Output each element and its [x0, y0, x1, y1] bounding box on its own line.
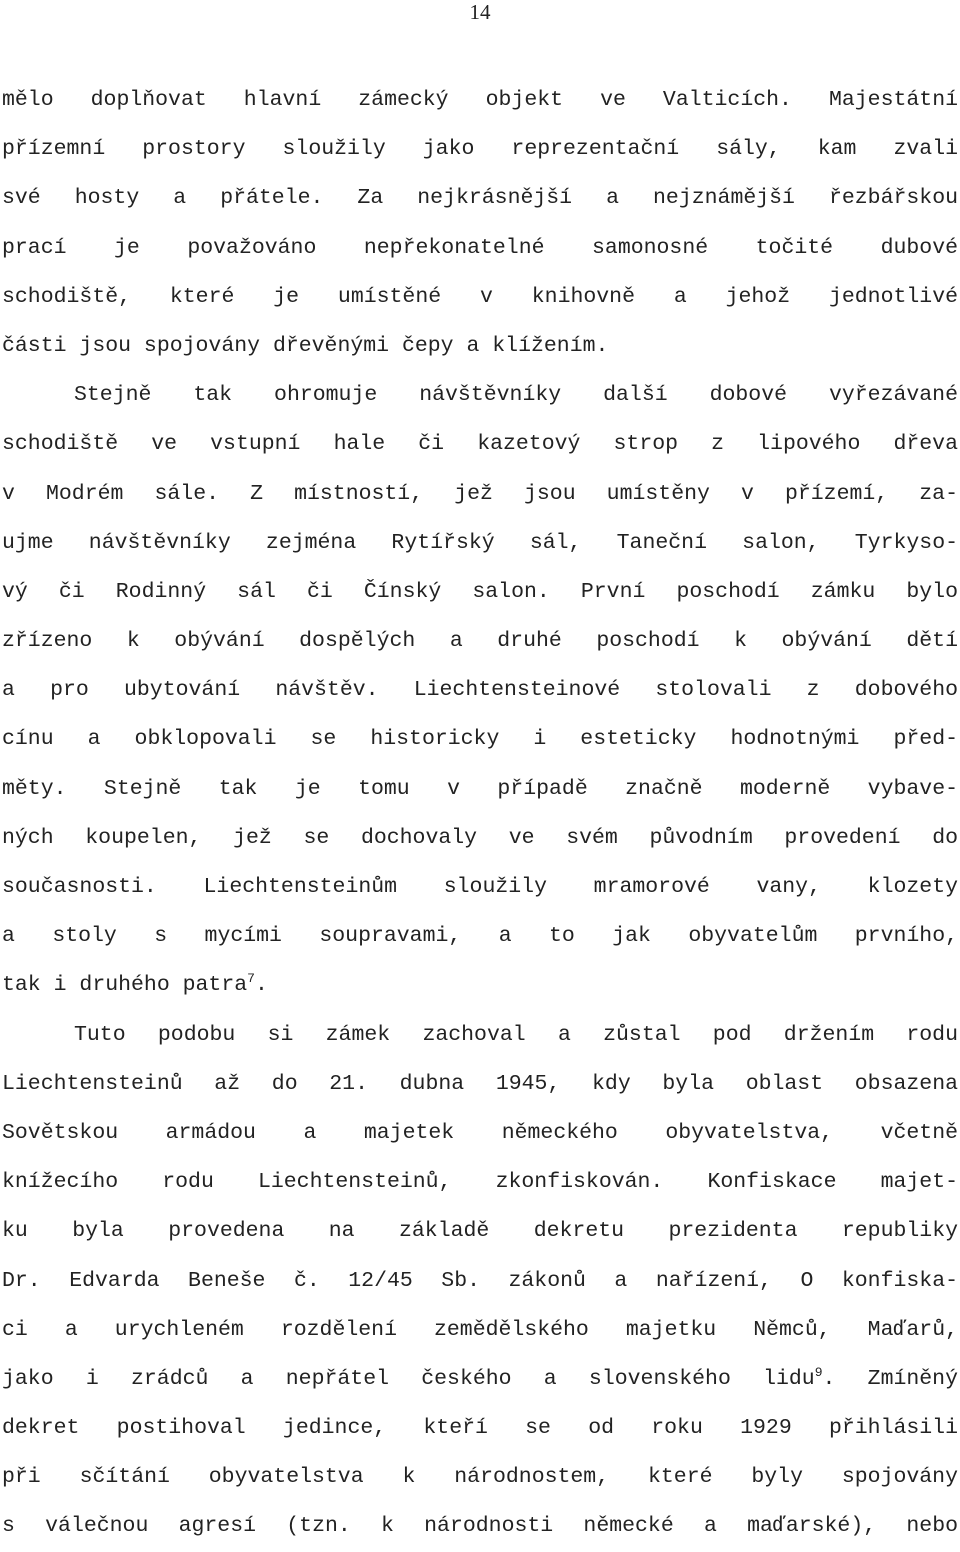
text-line: Sovětskou armádou a majetek německého obyvatelstva, včetně	[2, 1120, 958, 1145]
footnote-ref: 9	[814, 1364, 823, 1380]
text-segment: .	[822, 1366, 836, 1391]
text-line: schodiště ve vstupní hale či kazetový strop z lipového dřeva	[2, 432, 958, 457]
page-number: 14	[469, 0, 491, 24]
text-line: ných koupelen, jež se dochovaly ve svém původním provedení do	[2, 825, 958, 850]
text-line: zřízeno k obývání dospělých a druhé poschodí k obývání dětí	[2, 629, 958, 654]
text-line: ci a urychleném rozdělení zemědělského majetku Němců, Maďarů,	[2, 1317, 958, 1342]
text-line: části jsou spojovány dřevěnými čepy a klížením.	[2, 333, 609, 358]
text-line: přízemní prostory sloužily jako reprezentační sály, kam zvali	[2, 137, 958, 162]
text-line: prací je považováno nepřekonatelné samonosné točité dubové	[2, 235, 958, 260]
text-segment: jako i zrádců a nepřátel českého a slovenského lidu	[2, 1366, 815, 1391]
text-line: dekret postihoval jedince, kteří se od roku 1929 přihlásili	[2, 1416, 958, 1441]
document-body	[2, 76, 958, 1552]
text-line: Liechtensteinů až do 21. dubna 1945, kdy byla oblast obsazena	[2, 1071, 958, 1096]
text-line: v Modrém sále. Z místností, jež jsou umístěny v přízemí, za-	[2, 481, 958, 506]
text-segment: tak i druhého patra	[2, 973, 248, 998]
text-line: knížecího rodu Liechtensteinů, zkonfiskován. Konfiskace majet-	[2, 1170, 958, 1195]
text-line: současnosti. Liechtensteinům sloužily mramorové vany, klozety	[2, 875, 958, 899]
paragraph-1	[2, 76, 958, 371]
text-line: Stejně tak ohromuje návštěvníky další dobové vyřezávané	[74, 383, 958, 408]
paragraph-3	[2, 1011, 958, 1552]
text-line-with-footnote	[2, 1355, 958, 1404]
text-line: ujme návštěvníky zejména Rytířský sál, Taneční salon, Tyrkyso-	[2, 530, 958, 555]
text-line: své hosty a přátele. Za nejkrásnější a nejznámější řezbářskou	[2, 186, 958, 211]
text-line: při sčítání obyvatelstva k národnostem, které byly spojovány	[2, 1465, 958, 1490]
text-line: Tuto podobu si zámek zachoval a zůstal pod držením rodu	[74, 1022, 958, 1047]
text-line: a stoly s mycími soupravami, a to jak obyvatelům prvního,	[2, 924, 958, 949]
text-line: Dr. Edvarda Beneše č. 12/45 Sb. zákonů a nařízení, O konfiska-	[2, 1268, 958, 1293]
text-line: ku byla provedena na základě dekretu prezidenta republiky	[2, 1219, 958, 1244]
paragraph-2	[2, 371, 958, 1010]
footnote-ref: 7	[247, 971, 255, 987]
text-line: s válečnou agresí (tzn. k národnosti německé a maďarské), nebo	[2, 1514, 958, 1539]
text-segment: .	[254, 973, 268, 998]
text-line: a pro ubytování návštěv. Liechtensteinové stolovali z dobového	[2, 678, 958, 703]
text-line: cínu a obklopovali se historicky i esteticky hodnotnými před-	[2, 727, 958, 752]
text-line-with-footnote	[2, 961, 958, 1010]
text-line: vý či Rodinný sál či Čínský salon. První poschodí zámku bylo	[2, 579, 958, 604]
text-line: mělo doplňovat hlavní zámecký objekt ve Valticích. Majestátní	[2, 88, 958, 112]
text-line: měty. Stejně tak je tomu v případě značně moderně vybave-	[2, 776, 958, 801]
text-line: schodiště, které je umístěné v knihovně a jehož jednotlivé	[2, 284, 958, 309]
text-segment: Zmíněný	[867, 1366, 958, 1391]
